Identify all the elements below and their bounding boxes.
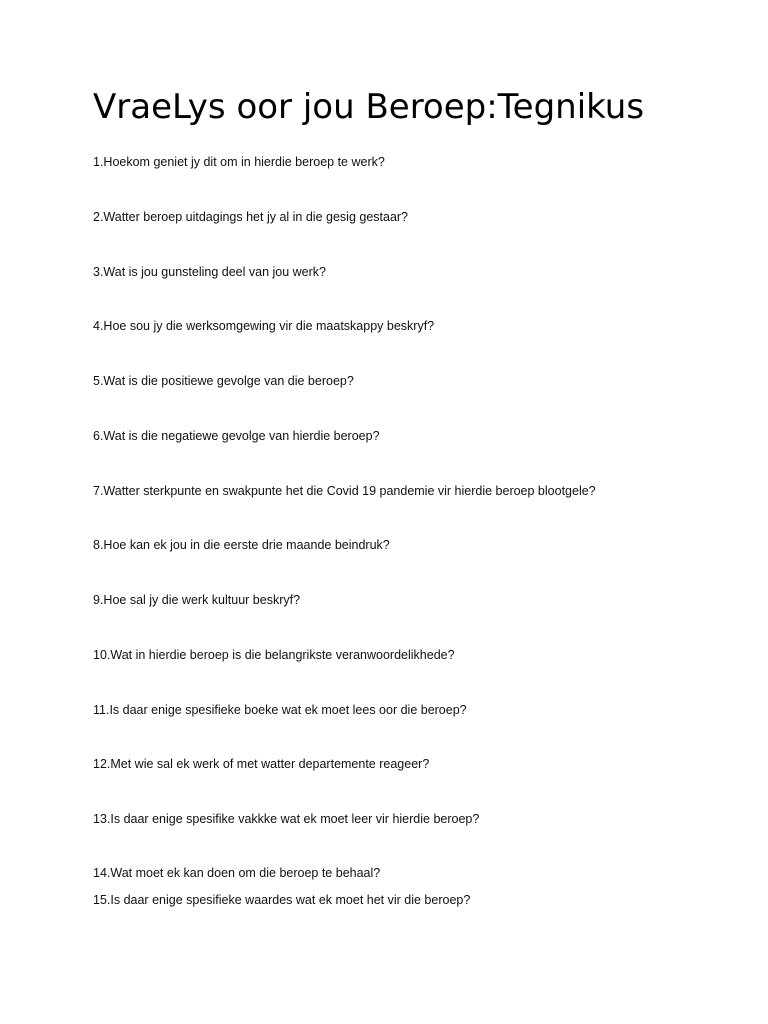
question-4: 4.Hoe sou jy die werksomgewing vir die maatskappy beskryf? [93,319,435,333]
question-13: 13.Is daar enige spesifike vakkke wat ek moet leer vir hierdie beroep? [93,812,480,826]
question-11: 11.Is daar enige spesifieke boeke wat ek moet lees oor die beroep? [93,703,467,717]
question-6: 6.Wat is die negatiewe gevolge van hierdie beroep? [93,429,380,443]
question-1: 1.Hoekom geniet jy dit om in hierdie beroep te werk? [93,155,385,169]
question-2: 2.Watter beroep uitdagings het jy al in die gesig gestaar? [93,210,409,224]
question-10: 10.Wat in hierdie beroep is die belangrikste veranwoordelikhede? [93,648,455,662]
document-title: VraeLys oor jou Beroep:Tegnikus [93,87,645,127]
question-8: 8.Hoe kan ek jou in die eerste drie maande beindruk? [93,538,390,552]
question-5: 5.Wat is die positiewe gevolge van die beroep? [93,374,354,388]
question-14: 14.Wat moet ek kan doen om die beroep te behaal? [93,866,381,880]
question-9: 9.Hoe sal jy die werk kultuur beskryf? [93,593,301,607]
question-7: 7.Watter sterkpunte en swakpunte het die Covid 19 pandemie vir hierdie beroep blootgele? [93,484,596,498]
question-3: 3.Wat is jou gunsteling deel van jou werk? [93,265,327,279]
question-12: 12.Met wie sal ek werk of met watter departemente reageer? [93,757,430,771]
question-15: 15.Is daar enige spesifieke waardes wat ek moet het vir die beroep? [93,893,471,907]
